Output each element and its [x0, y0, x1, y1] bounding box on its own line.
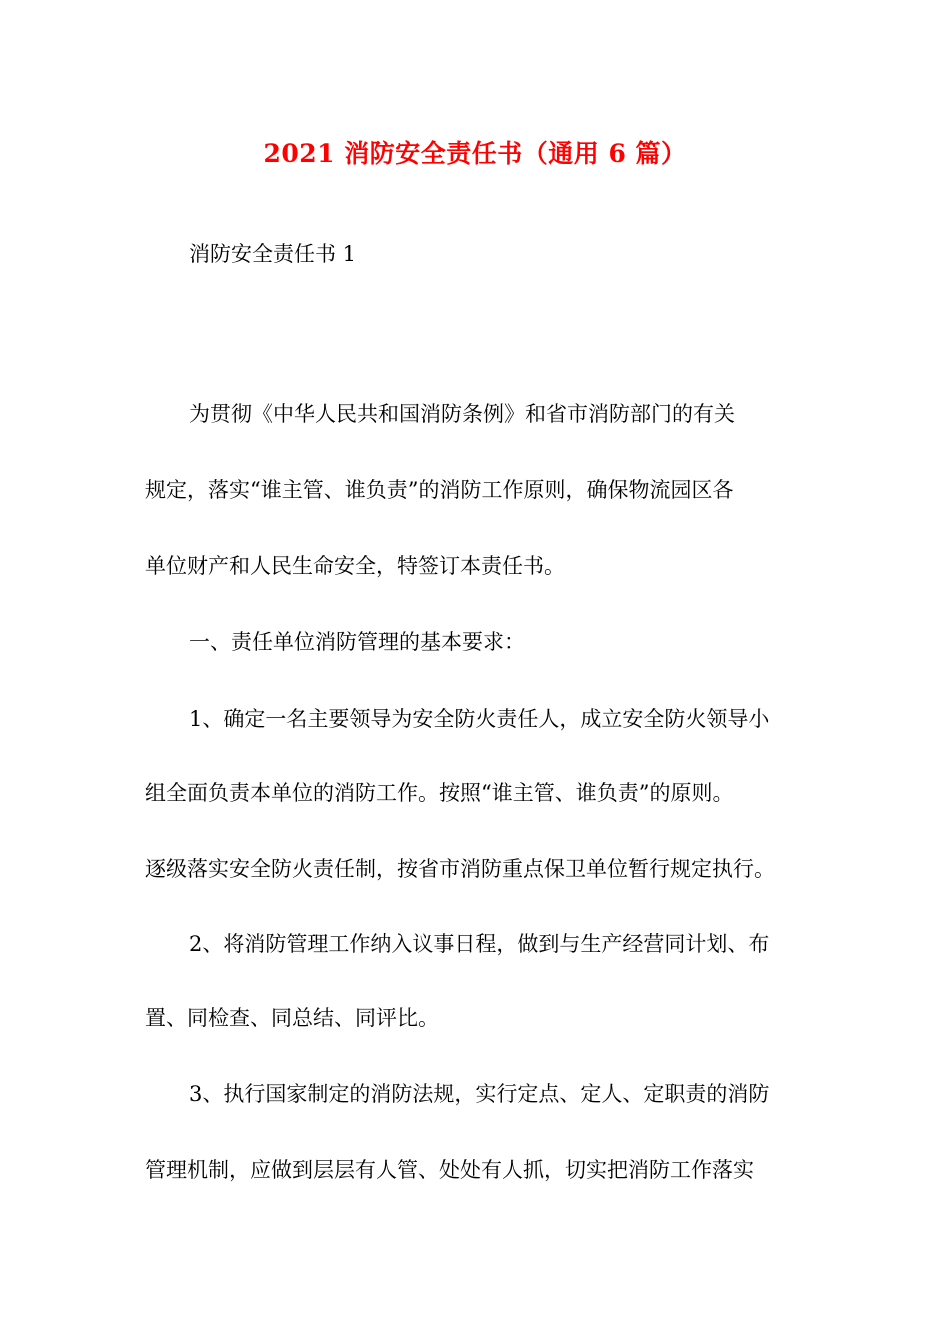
- paragraph-line: 3、执行国家制定的消防法规，实行定点、定人、定职责的消防: [189, 1082, 770, 1106]
- paragraph-line: 为贯彻《中华人民共和国消防条例》和省市消防部门的有关: [189, 402, 735, 426]
- paragraph-line: 置、同检查、同总结、同评比。: [145, 1006, 439, 1030]
- document-title: 2021 消防安全责任书（通用 6 篇）: [263, 139, 687, 168]
- paragraph-line: 组全面负责本单位的消防工作。按照“谁主管、谁负责”的原则。: [145, 781, 734, 805]
- section-heading: 消防安全责任书 1: [189, 242, 357, 266]
- paragraph-line: 规定，落实“谁主管、谁负责”的消防工作原则，确保物流园区各: [145, 478, 734, 502]
- paragraph-line: 逐级落实安全防火责任制，按省市消防重点保卫单位暂行规定执行。: [145, 857, 775, 881]
- paragraph-line: 单位财产和人民生命安全，特签订本责任书。: [145, 554, 565, 578]
- paragraph-line: 1、确定一名主要领导为安全防火责任人，成立安全防火领导小: [189, 707, 770, 731]
- paragraph-line: 管理机制，应做到层层有人管、处处有人抓，切实把消防工作落实: [145, 1158, 754, 1182]
- subheading: 一、责任单位消防管理的基本要求：: [189, 630, 525, 654]
- paragraph-line: 2、将消防管理工作纳入议事日程，做到与生产经营同计划、布: [189, 932, 770, 956]
